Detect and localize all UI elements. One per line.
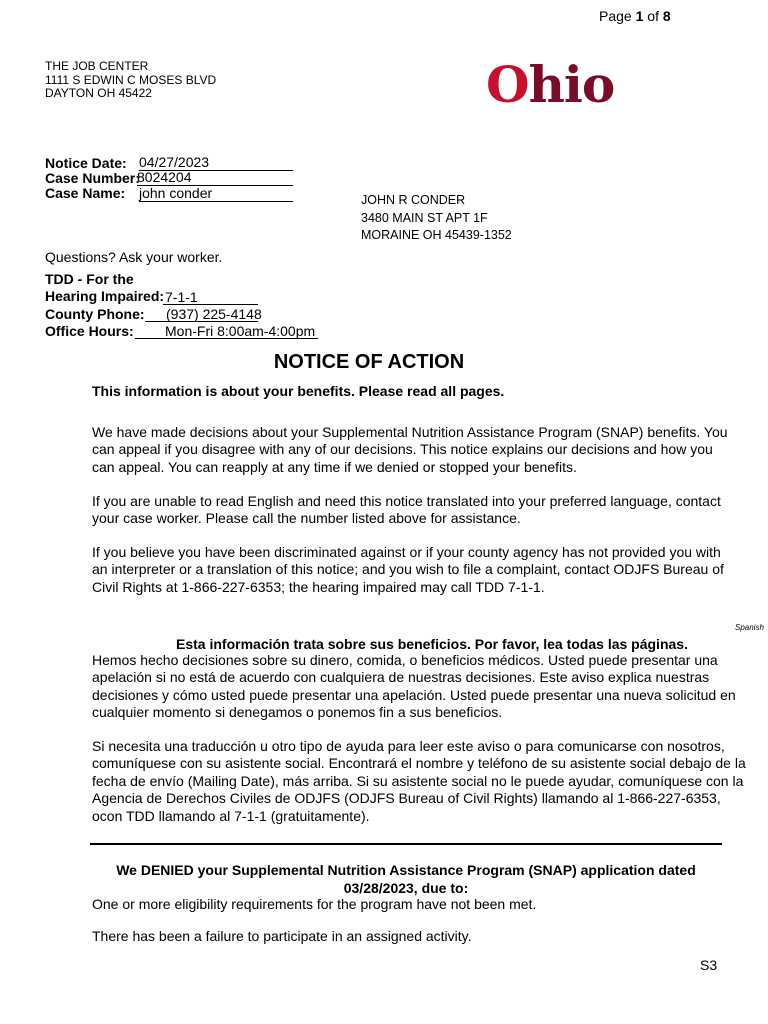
ohio-logo xyxy=(486,56,614,114)
case-name-underline xyxy=(139,201,293,202)
notice-date-label: Notice Date: xyxy=(45,155,127,171)
spanish-tag: Spanish xyxy=(735,623,764,632)
paragraph-discrimination: If you believe you have been discriminated against or if your county agency has not provided you with an interpreter or a translation of this notice; and you wish to file a complaint, contact ODJFS Bureau of Civil Rights at 1-866-227-6353; the hearing impaired may call TDD 7-1-1. xyxy=(92,544,724,595)
spanish-heading: Esta información trata sobre sus beneficios. Por favor, lea todas las páginas. xyxy=(176,636,688,652)
page-indicator-prefix: Page xyxy=(599,8,636,24)
sender-line-2: 1111 S EDWIN C MOSES BLVD xyxy=(45,72,217,87)
spanish-paragraph-1: Hemos hecho decisiones sobre su dinero, comida, o beneficios médicos. Usted puede presentar una apelación si no está de acuerdo con cualquiera de nuestras decisiones. Este aviso explica nuestras decisiones y cómo usted puede presentar una apelación. Usted puede presentar una nueva solicitud en cualquier momento si denegamos o ponemos fin a sus beneficios. xyxy=(92,652,736,721)
notice-title: NOTICE OF ACTION xyxy=(273,351,465,373)
spanish-paragraph-2: Si necesita una traducción u otro tipo de ayuda para leer este aviso o para comunicarse con nosotros, comuníquese con su asistente social. Encontrará el nombre y teléfono de su asistente social debajo de la fecha de envío (Mailing Date), más arriba. Si su asistente social no le puede ayudar, comuníquese con la Agencia de Derechos Civiles de ODJFS (ODJFS Bureau of Civil Rights) llamando al 1-866-227-6353, ocon TDD llamando al 7-1-1 (gratuitamente). xyxy=(92,738,746,824)
denial-line-1: We DENIED your Supplemental Nutrition Assistance Program (SNAP) application dated xyxy=(116,862,696,878)
page-current: 1 xyxy=(635,8,644,24)
case-name-label: Case Name: xyxy=(45,185,126,201)
recipient-address xyxy=(361,192,512,245)
footer-code: S3 xyxy=(700,957,718,973)
page-total: 8 xyxy=(662,8,671,24)
sender-line-1: THE JOB CENTER xyxy=(45,59,149,73)
case-number-value: 8024204 xyxy=(137,169,192,185)
recipient-line-3: MORAINE OH 45439-1352 xyxy=(361,228,512,242)
county-phone-label: County Phone: xyxy=(45,306,145,322)
case-name-value: john conder xyxy=(139,185,213,201)
county-phone-underline xyxy=(145,321,258,322)
page-indicator-of: of xyxy=(643,8,663,24)
office-hours-value: Mon-Fri 8:00am-4:00pm xyxy=(165,323,316,339)
tdd-underline xyxy=(163,304,258,305)
recipient-line-2: 3480 MAIN ST APT 1F xyxy=(361,210,488,225)
questions-text: Questions? Ask your worker. xyxy=(45,249,223,265)
sender-line-3: DAYTON OH 45422 xyxy=(45,86,152,100)
page-indicator xyxy=(599,8,671,24)
section-divider xyxy=(90,843,722,845)
notice-subtitle: This information is about your benefits. Please read all pages. xyxy=(92,383,505,399)
paragraph-decisions: We have made decisions about your Supplemental Nutrition Assistance Program (SNAP) benefits. You can appeal if you disagree with any of our decisions. This notice explains our decisions and how you can appeal. You can reapply at any time if we denied or stopped your benefits. xyxy=(92,424,728,475)
sender-address xyxy=(45,60,216,101)
case-number-label: Case Number: xyxy=(45,170,140,186)
tdd-label-2: Hearing Impaired: xyxy=(45,288,165,304)
logo-first-letter: O xyxy=(486,55,529,114)
denial-line-2: 03/28/2023, due to: xyxy=(343,880,469,896)
tdd-label-1: TDD - For the xyxy=(45,271,134,287)
tdd-value: 7-1-1 xyxy=(165,289,198,305)
logo-rest: hio xyxy=(528,55,615,114)
office-hours-underline xyxy=(135,338,318,339)
notice-date-value: 04/27/2023 xyxy=(139,154,210,170)
office-hours-label: Office Hours: xyxy=(45,323,134,339)
paragraph-translation: If you are unable to read English and need this notice translated into your preferred language, contact your case worker. Please call the number listed above for assistance. xyxy=(92,493,721,527)
county-phone-value: (937) 225-4148 xyxy=(166,306,262,322)
denial-reason-2: There has been a failure to participate in an assigned activity. xyxy=(92,928,472,944)
recipient-line-1: JOHN R CONDER xyxy=(361,193,466,207)
denial-reason-1: One or more eligibility requirements for the program have not been met. xyxy=(92,896,537,912)
